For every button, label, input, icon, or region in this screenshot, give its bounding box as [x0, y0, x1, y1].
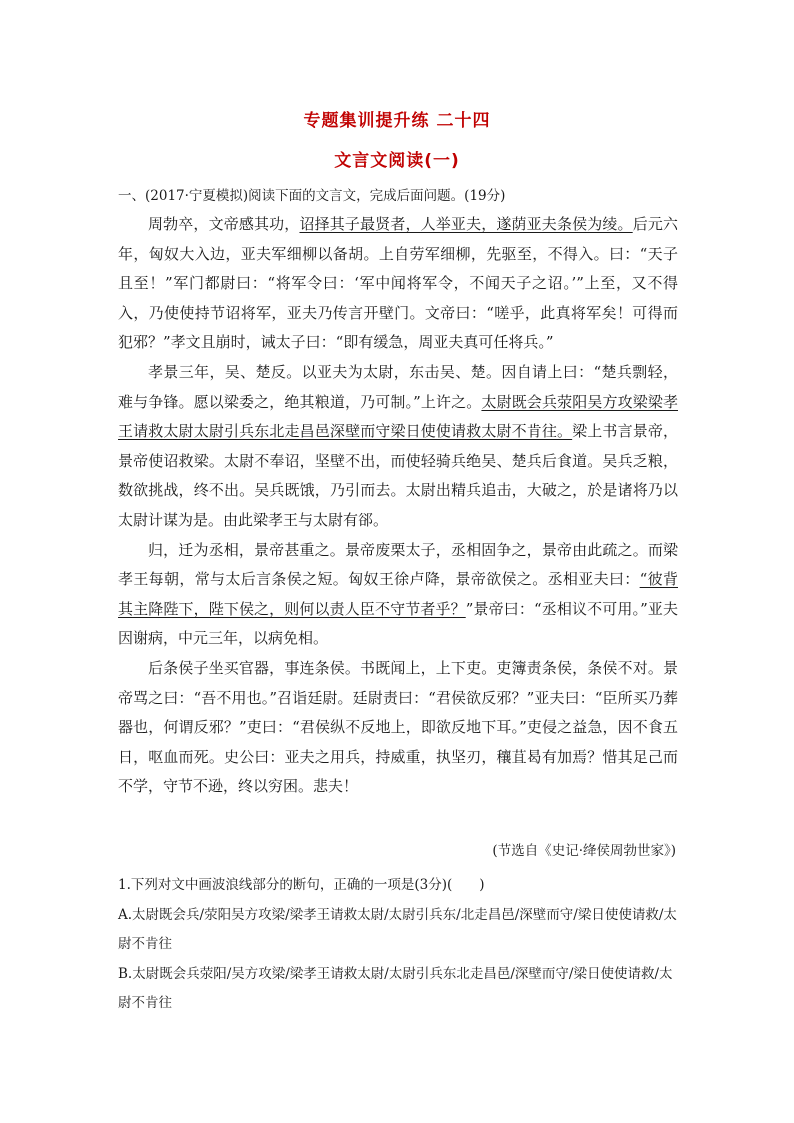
- passage-text: 梁上书言景帝，景帝使诏救梁。太尉不奉诏，坚壁不出，而使轻骑兵绝吴、楚兵后食道。吴兵乏粮，数欲挑战，终不出。吴兵既饿，乃引而去。太尉出精兵追击，大破之，於是诸将乃以太尉计谋为是。由此梁孝王与太尉有郤。: [118, 422, 678, 529]
- question-heading: 一、(2017·宁夏模拟)阅读下面的文言文，完成后面问题。(19分): [118, 188, 506, 204]
- page-title: 专题集训提升练 二十四: [303, 111, 491, 131]
- passage-paragraph-1: [118, 210, 678, 358]
- page-subtitle: 文言文阅读(一): [334, 151, 460, 171]
- passage-text: 周勃卒，文帝感其功，: [148, 215, 300, 233]
- question-stem: 1.下列对文中画波浪线部分的断句，正确的一项是(3分)( ): [118, 877, 485, 893]
- passage-source: (节选自《史记·绛侯周勃世家》): [492, 843, 676, 859]
- underlined-sentence: “彼背其主降陛下，陛下侯之，则何以责人臣不守节者乎？: [118, 570, 678, 618]
- passage-paragraph-3: [118, 536, 678, 654]
- passage-paragraph-2: [118, 358, 678, 536]
- passage-paragraph-4: [118, 654, 678, 802]
- passage-text: 孝景三年，吴、楚反。以亚夫为太尉，东击吴、楚。因自请上曰：“楚兵剽轻，难与争锋。愿以梁委之，绝其粮道，乃可制。”上许之。: [118, 362, 678, 411]
- passage-text: 后元六年，匈奴大入边，亚夫军细柳以备胡。上自劳军细柳，先驱至，不得入。曰：“天子且至！”军门都尉曰：“将军令曰：‘军中闻将军令，不闻天子之诏。’”上至，又不得入，乃使使持节诏将军，亚夫乃传言开壁门。文帝曰：“嗟乎，此真将军矣！可得而犯邪？”孝文且崩时，诫太子曰：“即有缓急，周亚夫真可任将兵。”: [118, 215, 678, 352]
- question-1: [118, 871, 678, 1019]
- passage-text: ”景帝曰：“丞相议不可用。”亚夫因谢病，中元三年，以病免相。: [118, 599, 678, 648]
- passage: [118, 210, 678, 802]
- passage-text: 后条侯子坐买官器，事连条侯。书既闻上，上下吏。吏簿责条侯，条侯不对。景帝骂之曰：“吾不用也。”召诣廷尉。廷尉责曰：“君侯欲反邪？”亚夫曰：“臣所买乃葬器也，何谓反邪？”吏曰：“君侯纵不反地上，即欲反地下耳。”吏侵之益急，因不食五日，呕血而死。史公曰：亚夫之用兵，持威重，执坚刃，穰苴曷有加焉？惜其足己而不学，守节不逊，终以穷困。悲夫！: [118, 658, 678, 796]
- wavy-underlined-sentence: 太尉既会兵荥阳吴方攻梁梁孝王请救太尉太尉引兵东北走昌邑深壁而守梁日使使请救太尉不肯往。: [118, 392, 678, 441]
- option-a: A.太尉既会兵/荥阳吴方攻梁/梁孝王请救太尉/太尉引兵东/北走昌邑/深壁而守/梁日使使请救/太尉不肯往: [118, 906, 677, 953]
- option-b: B.太尉既会兵荥阳/吴方攻梁/梁孝王请救太尉/太尉引兵东北走昌邑/深壁而守/梁日使使请救/太尉不肯往: [118, 965, 673, 1012]
- underlined-sentence: 诏择其子最贤者，人举亚夫，遂荫亚夫条侯为绫。: [299, 215, 633, 233]
- passage-text: 归，迁为丞相，景帝甚重之。景帝废栗太子，丞相固争之，景帝由此疏之。而梁孝王每朝，常与太后言条侯之短。匈奴王徐卢降，景帝欲侯之。丞相亚夫曰：: [118, 540, 678, 589]
